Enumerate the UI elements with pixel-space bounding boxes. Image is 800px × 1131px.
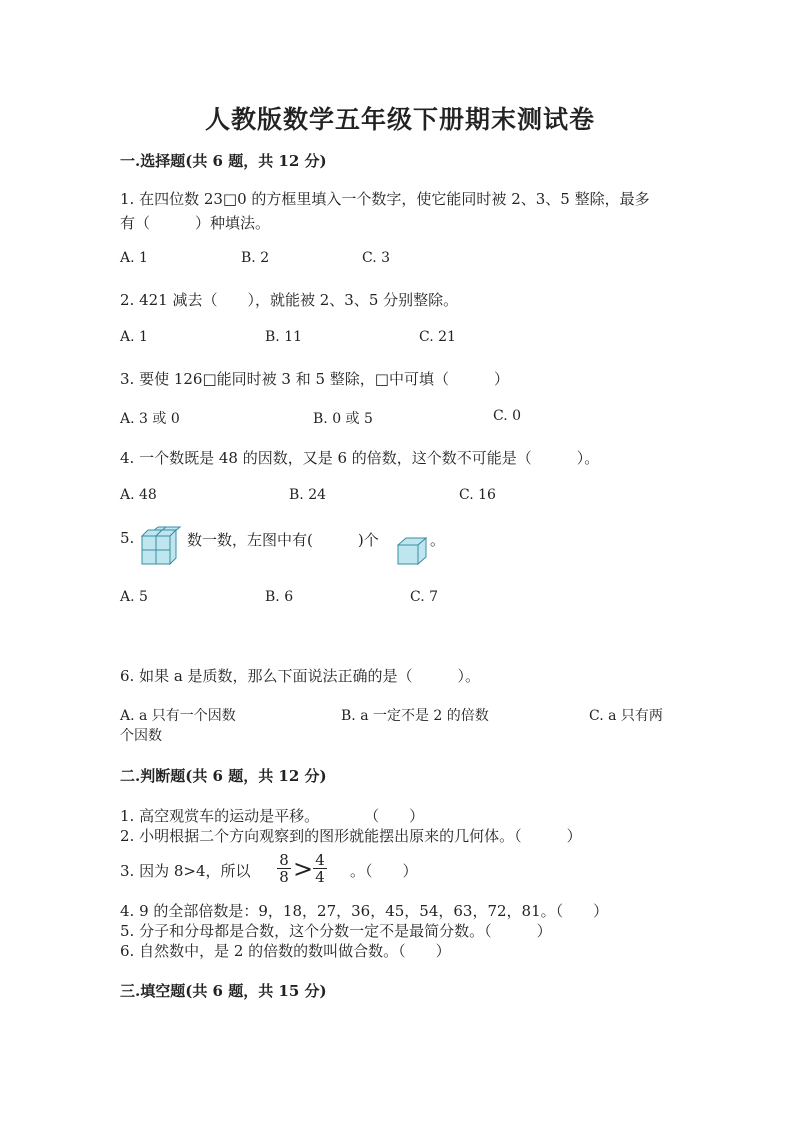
q4-option-b: B. 24 (289, 487, 327, 503)
q6-option-b: B. a 一定不是 2 的倍数 (341, 708, 489, 724)
q4-option-a: A. 48 (120, 487, 157, 503)
judge-2: 2. 小明根据二个方向观察到的图形就能摆出原来的几何体。（ ） (120, 827, 582, 845)
q3-text: 3. 要使 126□能同时被 3 和 5 整除，□中可填（ ） (120, 370, 509, 388)
page-title: 人教版数学五年级下册期末测试卷 (204, 105, 595, 134)
q6-option-c-line1: C. a 只有两 (589, 708, 663, 724)
q1-option-b: B. 2 (241, 250, 270, 266)
q1-line1: 1. 在四位数 23□0 的方框里填入一个数字，使它能同时被 2、3、5 整除，最多 (120, 190, 650, 208)
q6-text: 6. 如果 a 是质数，那么下面说法正确的是（ ）。 (120, 667, 481, 685)
q6-option-a: A. a 只有一个因数 (120, 708, 236, 724)
judge-5: 5. 分子和分母都是合数，这个分数一定不是最简分数。（ ） (120, 922, 552, 940)
q5-number: 5. (120, 529, 135, 547)
q4-text: 4. 一个数既是 48 的因数，又是 6 的倍数，这个数不可能是（ ）。 (120, 449, 600, 467)
q1-option-a: A. 1 (120, 250, 148, 266)
judge-4: 4. 9 的全部倍数是：9，18，27，36，45，54，63，72，81。（ ） (120, 902, 609, 920)
q3-option-b: B. 0 或 5 (313, 411, 373, 427)
judge-1: 1. 高空观赏车的运动是平移。 （ ） (120, 807, 425, 825)
q2-option-c: C. 21 (419, 329, 456, 345)
fraction-numerator: 4 (315, 851, 325, 869)
q1-line2: 有（ ）种填法。 (120, 214, 271, 232)
q6-option-c-line2: 个因数 (120, 728, 162, 744)
fraction-numerator: 8 (279, 851, 289, 869)
fraction-8-over-8 (277, 852, 291, 885)
section2-heading: 二.判断题(共 6 题，共 12 分) (120, 767, 327, 785)
q4-option-c: C. 16 (459, 487, 496, 503)
judge-3-suffix: 。（ ） (350, 862, 418, 880)
q5-option-a: A. 5 (120, 589, 148, 605)
q2-text: 2. 421 减去（ ），就能被 2、3、5 分别整除。 (120, 291, 459, 309)
greater-than-sign: > (293, 855, 314, 883)
q3-option-a: A. 3 或 0 (120, 411, 180, 427)
cube-stack-figure (138, 524, 186, 568)
judge-6: 6. 自然数中，是 2 的倍数的数叫做合数。（ ） (120, 942, 451, 960)
section1-heading: 一.选择题(共 6 题，共 12 分) (120, 152, 327, 170)
single-cube-figure (397, 537, 429, 565)
q5-text: 数一数，左图中有( )个 (187, 531, 379, 549)
q5-option-b: B. 6 (265, 589, 294, 605)
fraction-denominator: 4 (315, 868, 325, 886)
q1-option-c: C. 3 (362, 250, 391, 266)
judge-3-prefix: 3. 因为 8>4，所以 (120, 862, 251, 880)
fraction-4-over-4 (313, 852, 327, 885)
q5-option-c: C. 7 (410, 589, 439, 605)
q2-option-a: A. 1 (120, 329, 148, 345)
q3-option-c: C. 0 (493, 408, 522, 424)
q2-option-b: B. 11 (265, 329, 303, 345)
q5-end: 。 (430, 531, 446, 549)
section3-heading: 三.填空题(共 6 题，共 15 分) (120, 982, 327, 1000)
fraction-denominator: 8 (279, 868, 289, 886)
